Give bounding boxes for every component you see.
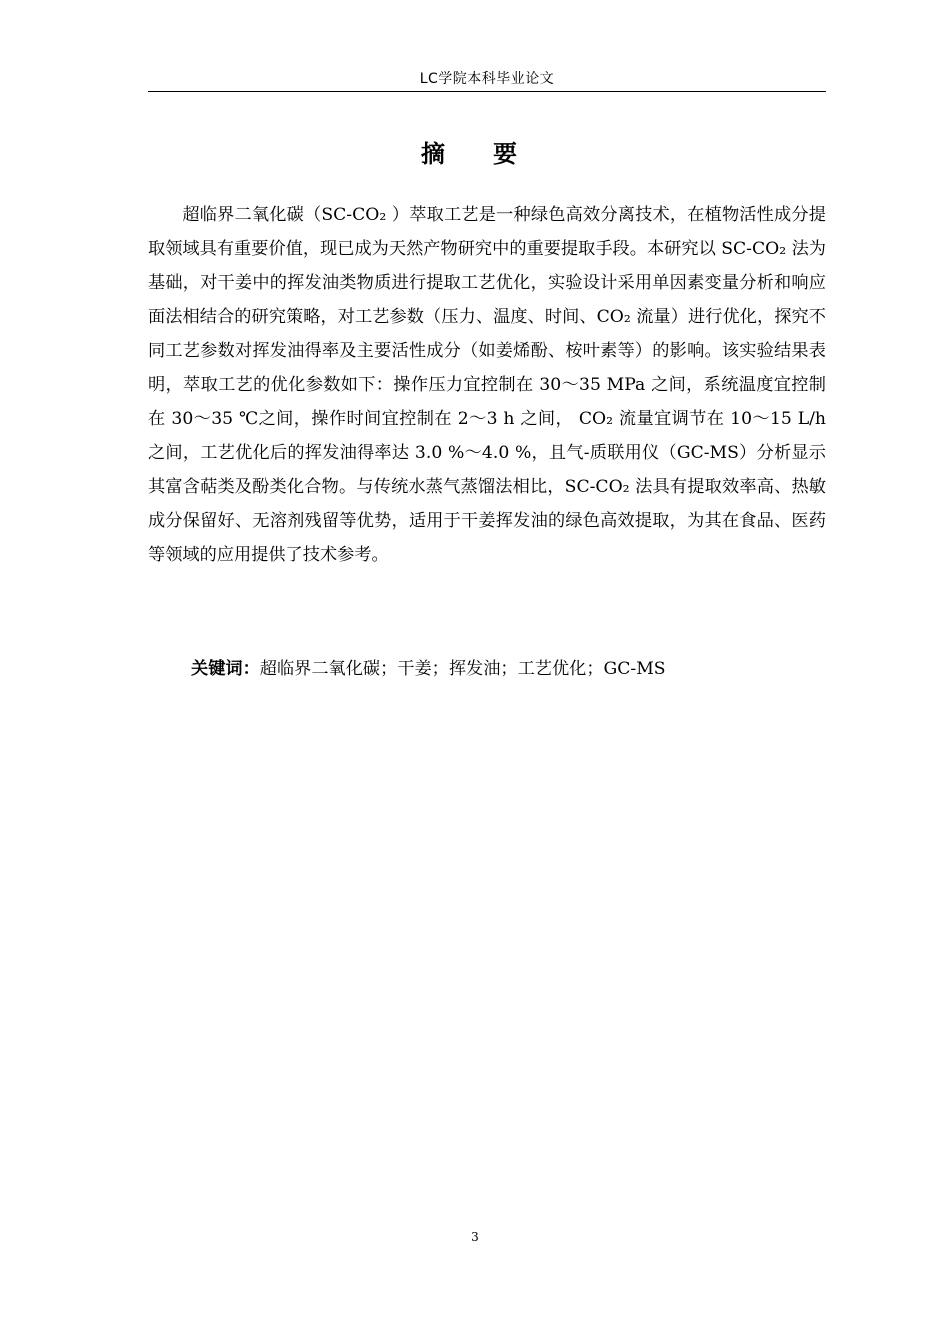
keywords-label: 关键词： [191, 659, 260, 679]
abstract-body: 超临界二氧化碳（SC-CO₂ ）萃取工艺是一种绿色高效分离技术，在植物活性成分提取领域具有重要价值，现已成为天然产物研究中的重要提取手段。本研究以 SC-CO₂ 法为基础，对干姜中的挥发油类物质进行提取工艺优化，实验设计采用单因素变量分析和响应面法相结合的研究策略，对工艺参数（压力、温度、时间、CO₂ 流量）进行优化，探究不同工艺参数对挥发油得率及主要活性成分（如姜烯酚、桉叶素等）的影响。该实验结果表明，萃取工艺的优化参数如下：操作压力宜控制在 30～35 MPa 之间，系统温度宜控制在 30～35 ℃之间，操作时间宜控制在 2～3 h 之间， CO₂ 流量宜调节在 10～15 L/h 之间，工艺优化后的挥发油得率达 3.0 %～4.0 %，且气-质联用仪（GC-MS）分析显示其富含萜类及酚类化合物。与传统水蒸气蒸馏法相比，SC-CO₂ 法具有提取效率高、热敏成分保留好、无溶剂残留等优势，适用于干姜挥发油的绿色高效提取，为其在食品、医药等领域的应用提供了技术参考。 [148, 205, 826, 565]
abstract-title: 摘 要 [421, 140, 529, 168]
keywords-text: 超临界二氧化碳；干姜；挥发油；工艺优化；GC-MS [259, 659, 666, 679]
keywords-line [148, 652, 826, 686]
page-number: 3 [471, 1230, 479, 1244]
page-header [148, 64, 826, 92]
header-title: LC学院本科毕业论文 [419, 71, 555, 87]
